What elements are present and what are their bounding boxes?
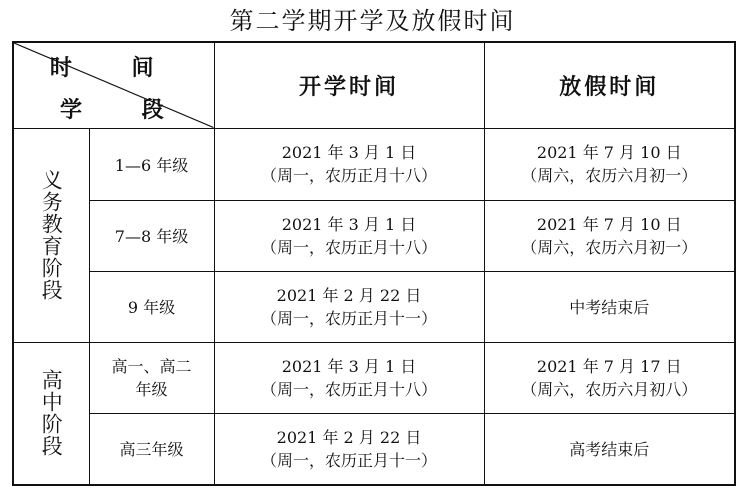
start-date: 2021 年 3 月 1 日	[281, 214, 417, 234]
start-date-cell	[214, 128, 484, 200]
vacation-date-cell: 中考结束后	[484, 271, 735, 342]
grade-cell: 1—6 年级	[89, 128, 214, 200]
vacation-date-note: （周六，农历六月初八）	[521, 379, 698, 399]
corner-label-time: 时 间	[49, 55, 180, 81]
page-title: 第二学期开学及放假时间	[229, 7, 516, 35]
start-date: 2021 年 3 月 1 日	[281, 143, 417, 162]
stage-cell-compulsory	[13, 128, 89, 342]
start-date-note: （周一，农历正月十八）	[260, 379, 437, 399]
vacation-date: 2021 年 7 月 10 日	[536, 143, 682, 162]
vacation-date-cell	[484, 342, 735, 413]
table-row	[13, 128, 735, 200]
table-row	[13, 342, 735, 413]
grade-label: 高一、高二	[111, 356, 192, 376]
stage-label: 义务教育阶段	[39, 169, 64, 301]
start-date-note: （周一，农历正月十八）	[260, 237, 437, 257]
vacation-date-note: （周六，农历六月初一）	[521, 166, 698, 185]
start-date: 2021 年 2 月 22 日	[276, 427, 422, 447]
table-row	[13, 413, 735, 485]
grade-label-suffix: 年级	[135, 379, 168, 399]
grade-cell: 7—8 年级	[89, 200, 214, 271]
start-date-cell	[214, 271, 484, 342]
column-header-start: 开学时间	[214, 42, 484, 128]
vacation-date: 2021 年 7 月 17 日	[536, 356, 682, 376]
start-date-cell	[214, 413, 484, 485]
start-date: 2021 年 3 月 1 日	[281, 356, 417, 376]
start-date-note: （周一，农历正月十一）	[260, 450, 437, 470]
vacation-date-cell	[484, 200, 735, 271]
grade-cell	[89, 342, 214, 413]
corner-label-stage: 学 段	[60, 96, 190, 123]
corner-header-cell	[13, 42, 214, 128]
stage-label: 高中阶段	[39, 369, 64, 458]
stage-cell-senior-high	[13, 342, 89, 485]
table-row	[13, 271, 735, 342]
start-date-cell	[214, 200, 484, 271]
vacation-date: 2021 年 7 月 10 日	[536, 214, 682, 234]
schedule-table	[12, 41, 736, 486]
table-row	[13, 200, 735, 271]
vacation-date-cell: 高考结束后	[484, 413, 735, 485]
start-date-note: （周一，农历正月十八）	[260, 166, 437, 185]
start-date-cell	[214, 342, 484, 413]
start-date-note: （周一，农历正月十一）	[260, 308, 437, 328]
vacation-date-cell	[484, 128, 735, 200]
grade-cell: 高三年级	[89, 413, 214, 485]
header-row	[13, 42, 735, 128]
grade-cell: 9 年级	[89, 271, 214, 342]
vacation-date-note: （周六，农历六月初一）	[521, 237, 698, 257]
start-date: 2021 年 2 月 22 日	[276, 285, 422, 305]
column-header-vacation: 放假时间	[484, 42, 735, 128]
